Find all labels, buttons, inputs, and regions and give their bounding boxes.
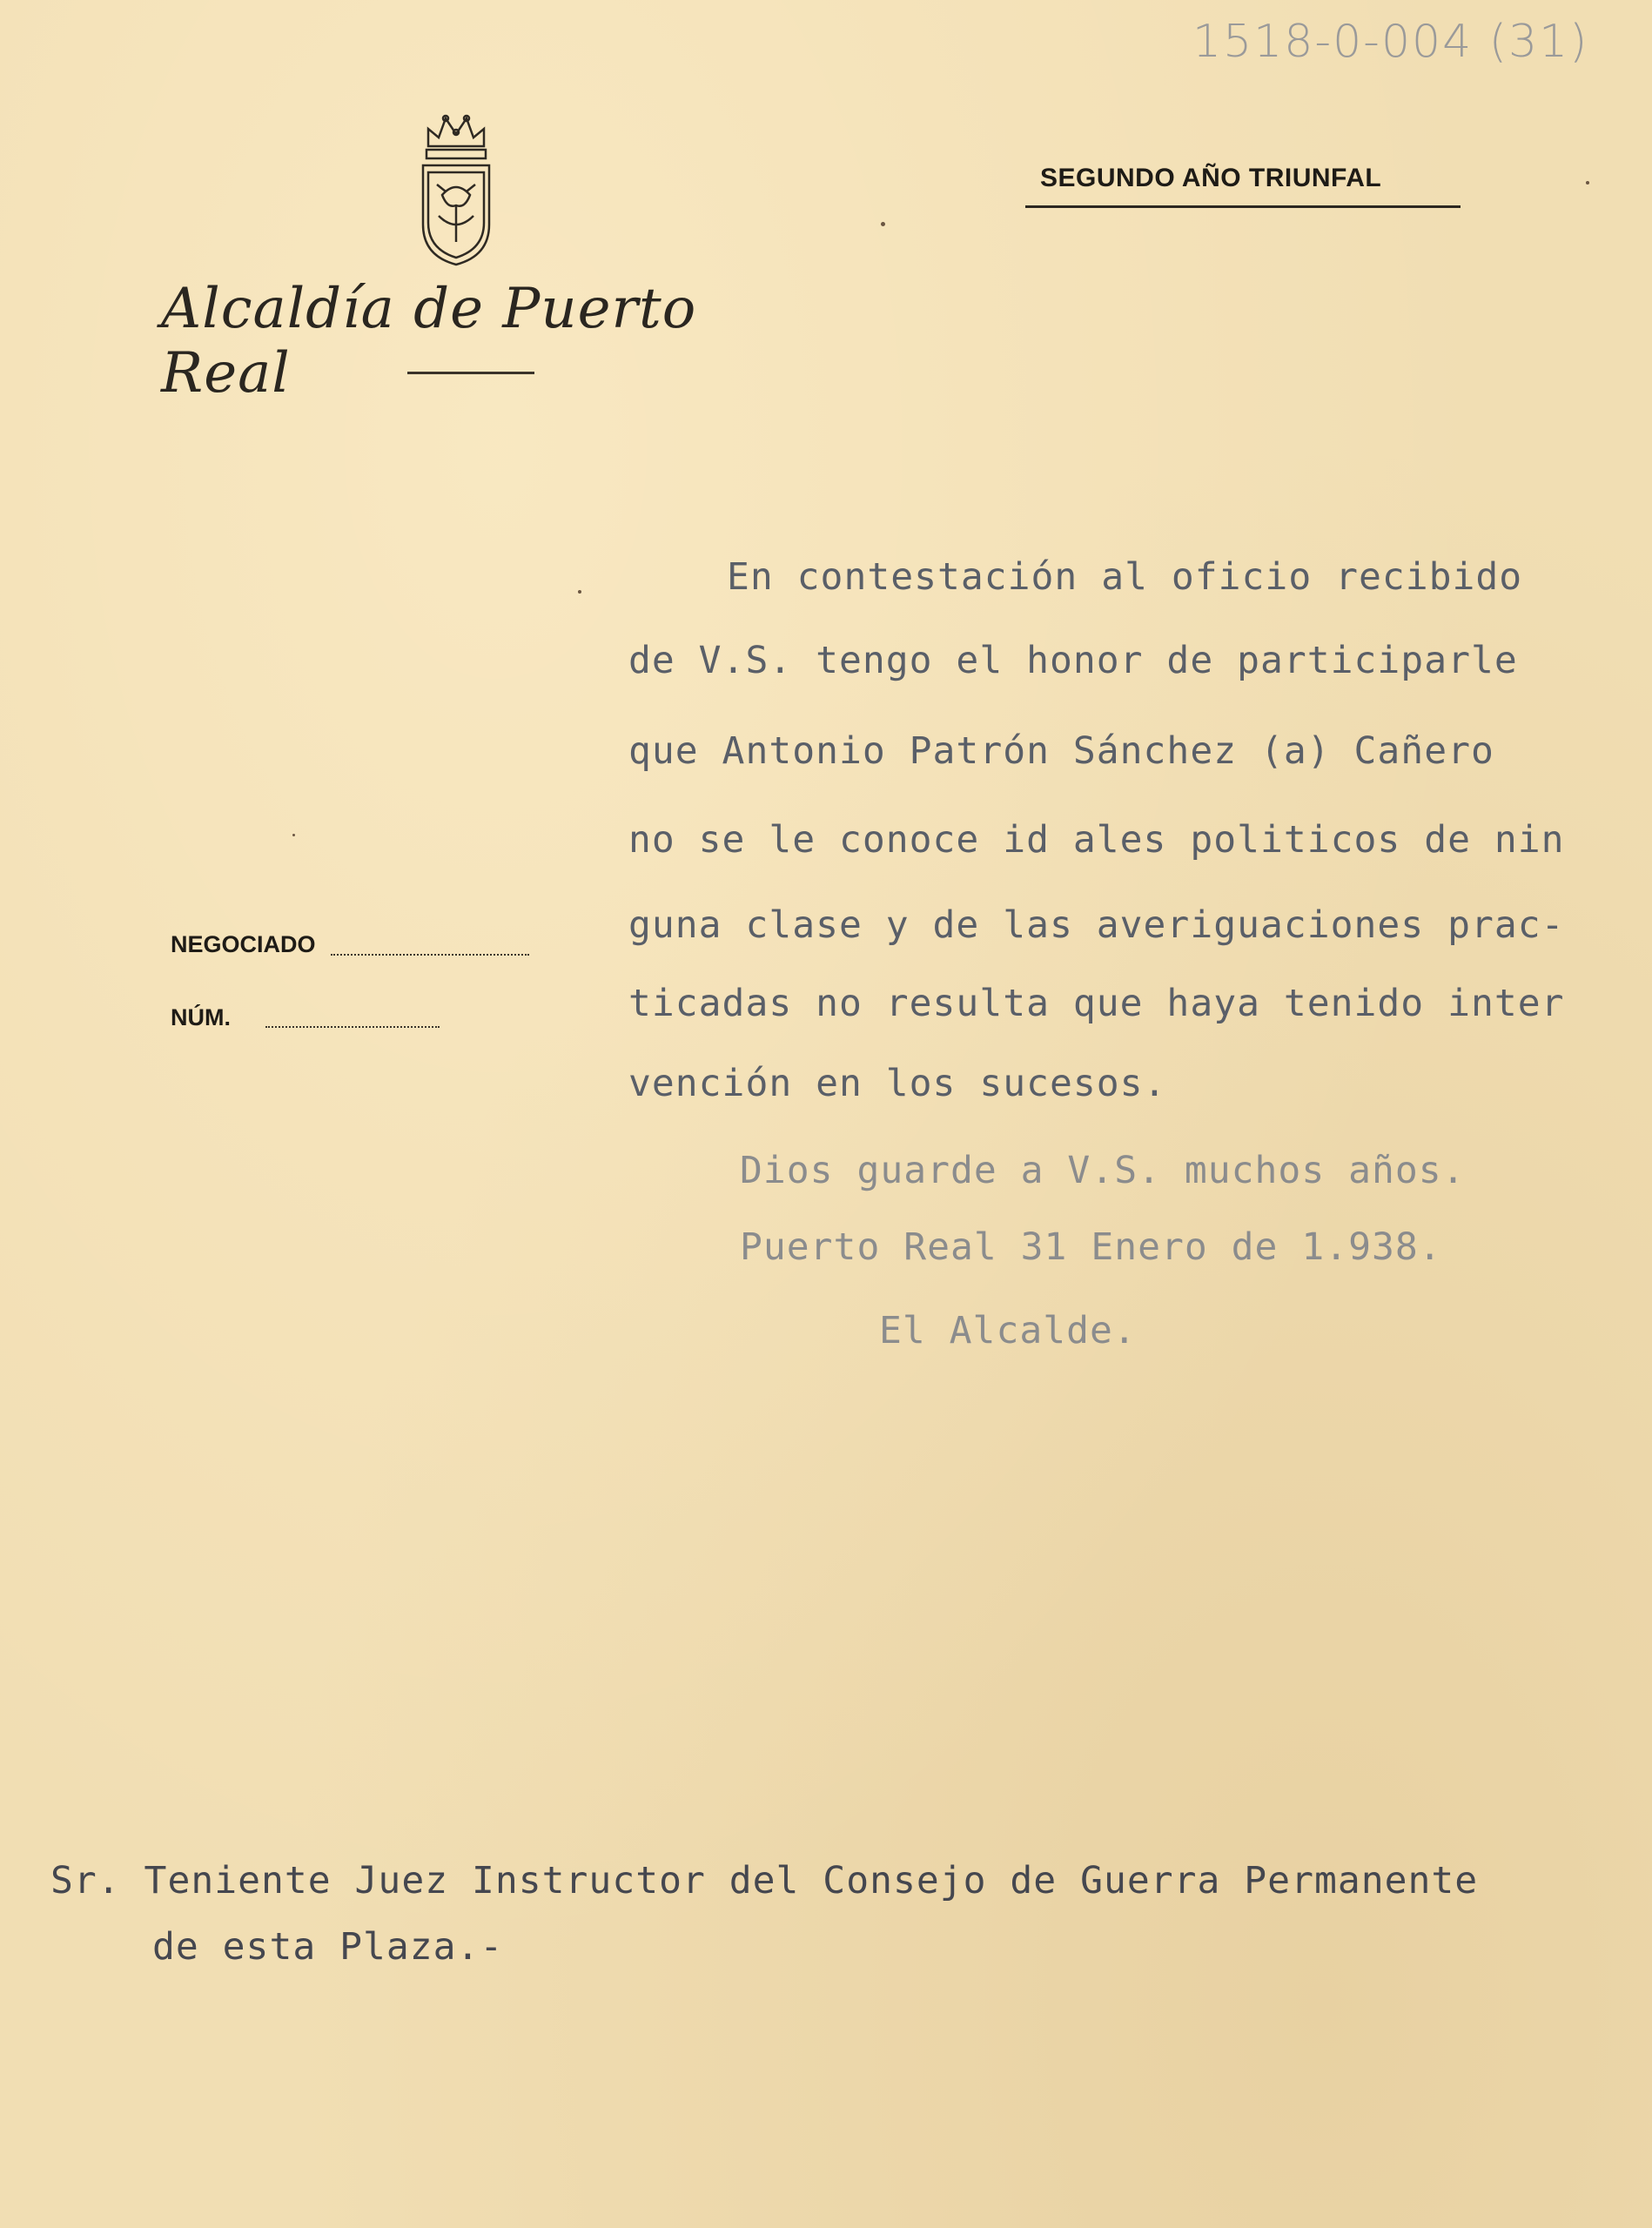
addressee-line-2: de esta Plaza.- — [152, 1925, 504, 1969]
header-motto: SEGUNDO AÑO TRIUNFAL — [1040, 164, 1382, 192]
coat-of-arms-icon — [416, 111, 496, 266]
archive-reference: 1518-0-004 (31) — [1192, 16, 1589, 68]
body-line-6: ticadas no resulta que haya tenido inter — [628, 982, 1565, 1025]
num-label: NÚM. — [171, 1004, 231, 1030]
body-line-1: En contestación al oficio recibido — [727, 555, 1523, 599]
body-line-4: no se le conoce id ales politicos de nin — [628, 818, 1565, 862]
closing-place-date: Puerto Real 31 Enero de 1.938. — [740, 1225, 1442, 1269]
body-line-3: que Antonio Patrón Sánchez (a) Cañero — [628, 729, 1494, 773]
body-line-5: guna clase y de las averiguaciones prac- — [628, 903, 1565, 947]
paper-speck — [578, 590, 581, 594]
negociado-label: NEGOCIADO — [171, 931, 316, 957]
paper-speck — [881, 222, 885, 226]
closing-salutation: Dios guarde a V.S. muchos años. — [740, 1149, 1466, 1192]
closing-signature-title: El Alcalde. — [879, 1309, 1137, 1352]
letterhead-name: Alcaldía de Puerto Real — [161, 277, 697, 406]
paper-speck — [292, 834, 295, 836]
num-dotted-line — [265, 1026, 440, 1028]
addressee-line-1: Sr. Teniente Juez Instructor del Consejo de Guerra Permanente — [50, 1859, 1479, 1903]
header-motto-underline — [1025, 205, 1461, 208]
paper-speck — [1586, 181, 1589, 185]
letterhead-divider — [407, 372, 534, 374]
negociado-dotted-line — [331, 954, 529, 956]
body-line-2: de V.S. tengo el honor de participarle — [628, 639, 1518, 682]
body-line-7: vención en los sucesos. — [628, 1062, 1167, 1105]
